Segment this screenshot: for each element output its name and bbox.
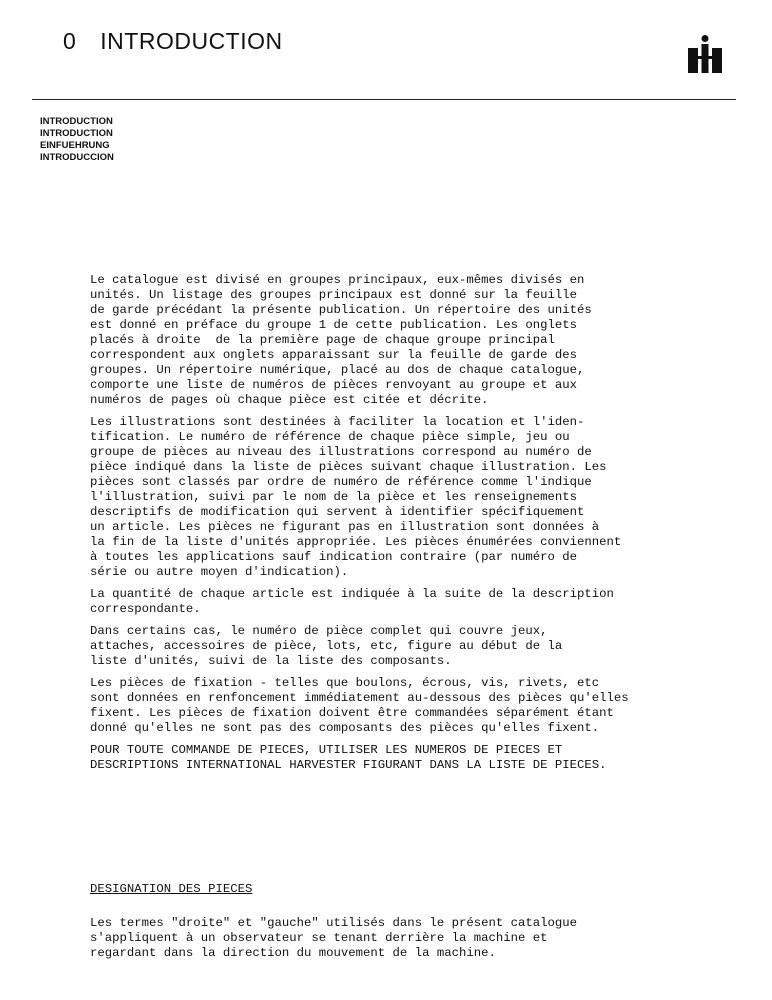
language-label: INTRODUCTION [40,116,113,127]
text-line: pièces sont classés par ordre de numéro de référence comme l'indique [90,475,592,489]
text-line: DESCRIPTIONS INTERNATIONAL HARVESTER FIGURANT DANS LA LISTE DE PIECES. [90,758,607,772]
text-line: tification. Le numéro de référence de chaque pièce simple, jeu ou [90,430,570,444]
paragraph [90,743,730,773]
text-line: numéros de pages où chaque pièce est citée et décrite. [90,393,489,407]
language-list [40,116,114,164]
text-line: s'appliquent à un observateur se tenant derrière la machine et [90,931,548,945]
text-line: Dans certains cas, le numéro de pièce complet qui couvre jeux, [90,624,548,638]
text-line: Les termes "droite" et "gauche" utilisés dans le présent catalogue [90,916,578,930]
introduction-body [90,273,730,780]
text-line: pièce indiqué dans la liste de pièces suivant chaque illustration. Les [90,460,607,474]
text-line: groupes. Un répertoire numérique, placé au dos de chaque catalogue, [90,363,585,377]
text-line: la fin de la liste d'unités appropriée. Les pièces énumérées conviennent [90,535,622,549]
text-line: regardant dans la direction du mouvement de la machine. [90,946,496,960]
text-line: l'illustration, suivi par le nom de la pièce et les renseignements [90,490,578,504]
text-line: groupe de pièces au niveau des illustrations correspond au numéro de [90,445,592,459]
text-line: série ou autre moyen d'indication). [90,565,349,579]
language-label: INTRODUCTION [40,128,113,139]
text-line: fixent. Les pièces de fixation doivent être commandées séparément étant [90,706,614,720]
text-line: POUR TOUTE COMMANDE DE PIECES, UTILISER LES NUMEROS DE PIECES ET [90,743,563,757]
language-label: EINFUEHRUNG [40,140,110,151]
text-line: est donné en préface du groupe 1 de cette publication. Les onglets [90,318,578,332]
text-line: liste d'unités, suivi de la liste des composants. [90,654,452,668]
text-line: un article. Les pièces ne figurant pas en illustration sont données à [90,520,600,534]
section-number: 0 [63,28,77,54]
section-title: INTRODUCTION [100,28,283,54]
page-title [63,28,283,55]
language-label: INTRODUCCION [40,152,114,163]
paragraph [90,624,730,669]
text-line: unités. Un listage des groupes principaux est donné sur la feuille [90,288,578,302]
text-line: Les pièces de fixation - telles que boulons, écrous, vis, rivets, etc [90,676,600,690]
text-line: La quantité de chaque article est indiquée à la suite de la description [90,587,614,601]
text-line: donné qu'elles ne sont pas des composants des pièces qu'elles fixent. [90,721,600,735]
section-body [90,916,730,961]
section-heading: DESIGNATION DES PIECES [90,882,253,896]
text-line: de garde précédant la présente publication. Un répertoire des unités [90,303,592,317]
paragraph [90,587,730,617]
text-line: correspondante. [90,602,201,616]
text-line: attaches, accessoires de pièce, lots, etc, figure au début de la [90,639,563,653]
text-line: Les illustrations sont destinées à faciliter la location et l'iden- [90,415,585,429]
text-line: comporte une liste de numéros de pièces renvoyant au groupe et aux [90,378,578,392]
header-divider [32,99,736,100]
text-line: sont données en renfoncement immédiatement au-dessous des pièces qu'elles [90,691,629,705]
text-line: placés à droite de la première page de chaque groupe principal [90,333,555,347]
paragraph [90,676,730,736]
ih-logo-icon [686,35,726,73]
text-line: correspondent aux onglets apparaissant sur la feuille de garde des [90,348,578,362]
text-line: Le catalogue est divisé en groupes principaux, eux-mêmes divisés en [90,273,585,287]
paragraph [90,273,730,408]
paragraph [90,415,730,580]
text-line: à toutes les applications sauf indication contraire (par numéro de [90,550,578,564]
text-line: descriptifs de modification qui servent à identifier spécifiquement [90,505,585,519]
